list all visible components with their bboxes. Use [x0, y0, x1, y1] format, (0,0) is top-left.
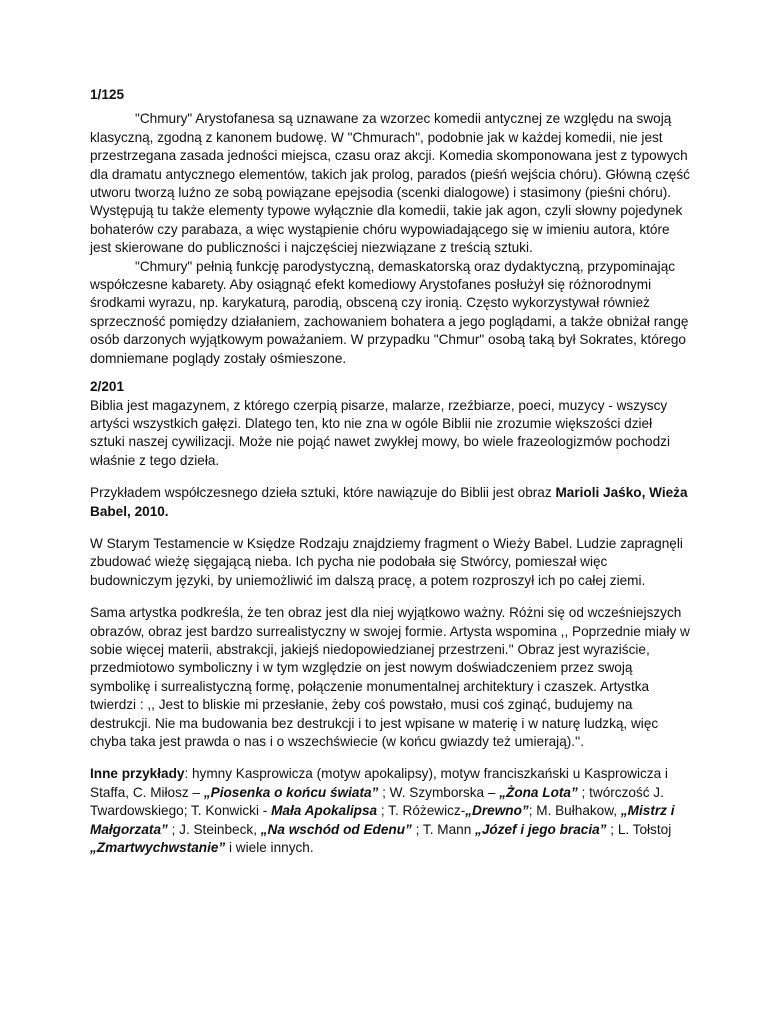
examples-text: ; J. Steinbeck, — [167, 821, 261, 837]
work-title: „Piosenka o końcu świata” — [203, 784, 379, 800]
examples-text: : hymny Kasprowicza (motyw apokalipsy), motyw franciszkański u Kasprowicza i Staffa, C. Miłosz – — [90, 766, 668, 800]
examples-text: ; twórczość J. Twardowskiego; T. Konwicki - — [90, 784, 664, 819]
work-title: „Drewno” — [465, 803, 529, 819]
work-title: Mała Apokalipsa — [271, 803, 378, 819]
section-number-1: 1/125 — [90, 87, 125, 102]
paragraph-example-painting — [90, 484, 690, 521]
examples-label: Inne przykłady — [90, 766, 185, 782]
work-title: „Mistrz i Małgorzata” — [90, 803, 675, 837]
paragraph-biblia: Biblia jest magazynem, z którego czerpią pisarze, malarze, rzeźbiarze, poeci, muzycy - wszyscy artyści wszystkich gałęzi. Dlatego ten, kto nie zna w ogóle Biblii nie zrozumie większości dzieł sztuki naszej cywilizacji. Może nie pojąć nawet zwykłej mowy, bo wiele frazeologizmów pochodzi właśnie z tego dzieła. — [90, 397, 670, 468]
painting-intro-text: Przykładem współczesnego dzieła sztuki, które nawiązuje do Biblii jest obraz — [90, 485, 556, 501]
work-title: „Józef i jego bracia” — [475, 821, 607, 837]
examples-text: ; T. Mann — [411, 821, 476, 837]
painting-title: Marioli Jaśko, Wieża Babel, 2010. — [90, 485, 688, 519]
examples-text: ; W. Szymborska – — [378, 784, 500, 800]
paragraph-wieza-babel: W Starym Testamencie w Księdze Rodzaju znajdziemy fragment o Wieży Babel. Ludzie zapragnęli zbudować wieżę sięgającą nieba. Ich pycha nie podobała się Stwórcy, pomieszał więc budowniczym języki, by uniemożliwić im dalszą pracę, a potem rozproszył ich po całej ziemi. — [90, 535, 683, 588]
work-title: „Na wschód od Edenu” — [260, 821, 412, 837]
examples-text: ; M. Bułhakow, — [528, 803, 621, 819]
paragraph-chmury-functions: "Chmury" pełnią funkcję parodystyczną, demaskatorską oraz dydaktyczną, przypominając współczesne kabarety. Aby osiągnąć efekt komediowy Arystofanes posłużył się różnorodnymi środkami wyrazu, np. karykaturą, parodią, obsceną czy ironią. Często wykorzystywał również sprzeczność pomiędzy działaniem, zachowaniem bohatera a jego poglądami, a także obniżał rangę osób darzonych wyjątkowym poważaniem. W przypadku "Chmur" osobą taką był Sokrates, którego domniemane poglądy zostały ośmieszone. — [90, 258, 689, 366]
examples-text: ; T. Różewicz- — [377, 803, 466, 819]
work-title: „Zmartwychwstanie” — [90, 840, 226, 856]
section-number-2: 2/201 — [90, 379, 125, 395]
paragraph-chmury-structure: "Chmury" Arystofanesa są uznawane za wzorzec komedii antycznej ze względu na swoją klasyczną, zgodną z kanonem budowę. W "Chmurach", podobnie jak w każdej komedii, nie jest przestrzegana zasada jedności miejsca, czasu oraz akcji. Komedia skomponowana jest z typowych dla dramatu antycznego elementów, takich jak prolog, parados (pieśń wejścia chóru). Główną część utworu tworzą luźno ze sobą powiązane epejsodia (scenki dialogowe) i stasimony (pieśni chóru). Występują tu także elementy typowe wyłącznie dla komedii, takie jak agon, czyli słowny pojedynek bohaterów czy parabaza, a więc wystąpienie chóru wypowiadającego się w imieniu autora, które jest skierowane do publiczności i najczęściej niezwiązane z treścią sztuki. — [90, 111, 690, 256]
document-page — [90, 86, 690, 857]
paragraph-artist-quote: Sama artystka podkreśla, że ten obraz jest dla niej wyjątkowo ważny. Różni się od wcześniejszych obrazów, obraz jest bardzo surrealistyczny w swojej formie. Artysta wspomina ,, Poprzednie miały w sobie więcej materii, abstrakcji, jakiejś niedopowiedzianej przestrzeni.'' Obraz jest wyraziście, przedmiotowo symboliczny i w tym względzie on jest nowym doświadczeniem przez swoją symbolikę i surrealistyczną formę, połączenie monumentalnej architektury i czaszek. Artystka twierdzi : ,, Jest to bliskie mi przesłanie, żeby coś powstało, musi coś zginąć, budujemy na destrukcji. Nie ma budowania bez destrukcji i to jest wpisane w materię i w naturę ludzką, więc chyba taka jest prawda o nas i o wszechświecie (w końcu gwiazdy też umierają).''. — [90, 605, 690, 749]
examples-text: ; L. Tołstoj — [606, 821, 672, 837]
paragraph-other-examples — [90, 765, 690, 857]
work-title: „Żona Lota” — [499, 784, 578, 800]
examples-text: i wiele innych. — [225, 840, 314, 856]
